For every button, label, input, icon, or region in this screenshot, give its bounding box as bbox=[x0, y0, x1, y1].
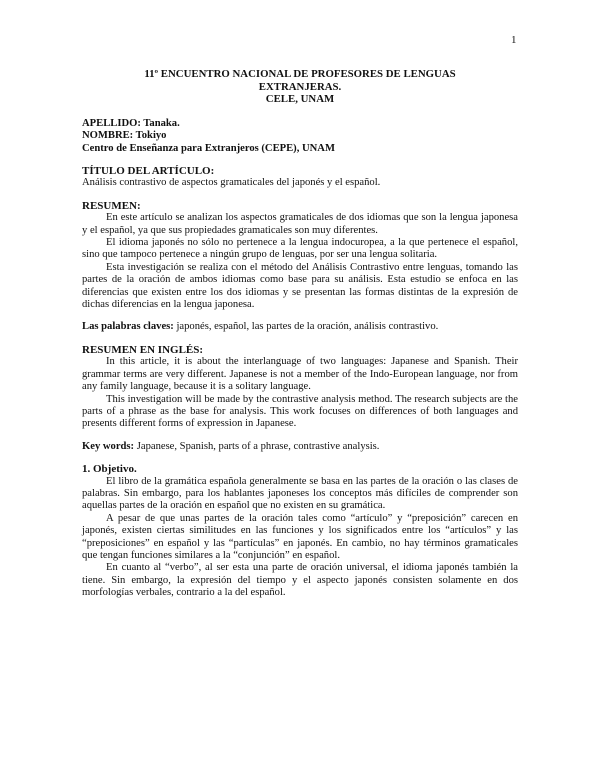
conference-title-line3: CELE, UNAM bbox=[265, 93, 335, 106]
english-keywords-line bbox=[82, 441, 518, 453]
objective-paragraph-3: En cuanto al “verbo”, al ser esta una parte de oración universal, el idioma japonés también la tiene. Sin embargo, la expresión del tiempo y el aspecto japonés consisten solamente en dos morfologías verbales, contrario a la del español. bbox=[82, 562, 518, 599]
conference-title-line2: EXTRANJERAS. bbox=[258, 80, 342, 93]
document-body bbox=[82, 68, 518, 600]
conference-title-line1: 11º ENCUENTRO NACIONAL DE PROFESORES DE LENGUAS bbox=[144, 68, 456, 80]
keywords-label: Las palabras claves: bbox=[82, 321, 174, 333]
objective-heading: 1. Objetivo. bbox=[82, 463, 137, 476]
keywords-text: japonés, español, las partes de la oración, análisis contrastivo. bbox=[173, 321, 439, 333]
english-keywords-label: Key words: bbox=[82, 440, 135, 452]
article-title-heading: TÍTULO DEL ARTÍCULO: bbox=[82, 165, 215, 177]
english-abstract-paragraph-1: In this article, it is about the interlanguage of two languages: Japanese and Spanish. Their grammar terms are very different. Japanese is not a member of the Indo-European language, nor from any family language, because it is a solitary language. bbox=[82, 356, 518, 393]
english-abstract-heading: RESUMEN EN INGLÉS: bbox=[82, 343, 204, 356]
article-title-text: Análisis contrastivo de aspectos gramaticales del japonés y el español. bbox=[82, 177, 381, 189]
abstract-paragraph-3: Esta investigación se realiza con el método del Análisis Contrastivo entre lenguas, tomando las partes de la oración de ambos idiomas como base para su análisis. Esta estudio se enfoca en las diferencias que existen entre los dos idiomas y se presentan las formas distintas de la expresión de dichas diferencias en la lengua japonesa. bbox=[82, 261, 518, 311]
page-number: 1 bbox=[511, 34, 517, 46]
abstract-paragraph-2: El idioma japonés no sólo no pertenece a la lengua indocuropea, a la que pertenece el español, sino que tampoco pertenece a ningún grupo de lenguas, por ser una lengua solitaria. bbox=[82, 237, 518, 261]
author-institution: Centro de Enseñanza para Extranjeros (CEPE), UNAM bbox=[82, 142, 335, 154]
abstract-paragraph-1: En este artículo se analizan los aspectos gramaticales de dos idiomas que son la lengua japonesa y el español, ya que sus propiedades gramaticales son muy diferentes. bbox=[82, 212, 518, 236]
english-abstract-paragraph-2: This investigation will be made by the contrastive analysis method. The research subjects are the parts of a phrase as the base for analysis. This work focuses on differences of both languages and presents different forms of expression in Japanese. bbox=[82, 393, 518, 430]
author-surname: APELLIDO: Tanaka. bbox=[82, 117, 180, 129]
abstract-heading: RESUMEN: bbox=[82, 199, 141, 212]
keywords-line bbox=[82, 321, 518, 333]
english-keywords-text: Japanese, Spanish, parts of a phrase, contrastive analysis. bbox=[134, 440, 380, 452]
author-name: NOMBRE: Tokiyo bbox=[82, 130, 167, 142]
objective-paragraph-2: A pesar de que unas partes de la oración tales como “artículo” y “preposición” carecen en japonés, existen ciertas similitudes en las funciones y los significados entre los “artículos” y las “preposiciones” en español y las “partículas” en japonés. En cambio, no hay términos gramaticales que tengan funciones similares a la “conjunción” en español. bbox=[82, 512, 518, 561]
objective-paragraph-1: El libro de la gramática española generalmente se basa en las partes de la oración o las clases de palabras. Sin embargo, para los hablantes japoneses los conceptos más difíciles de comprender son aquellas partes de la oración en español que no existen en su gramática. bbox=[82, 475, 518, 512]
